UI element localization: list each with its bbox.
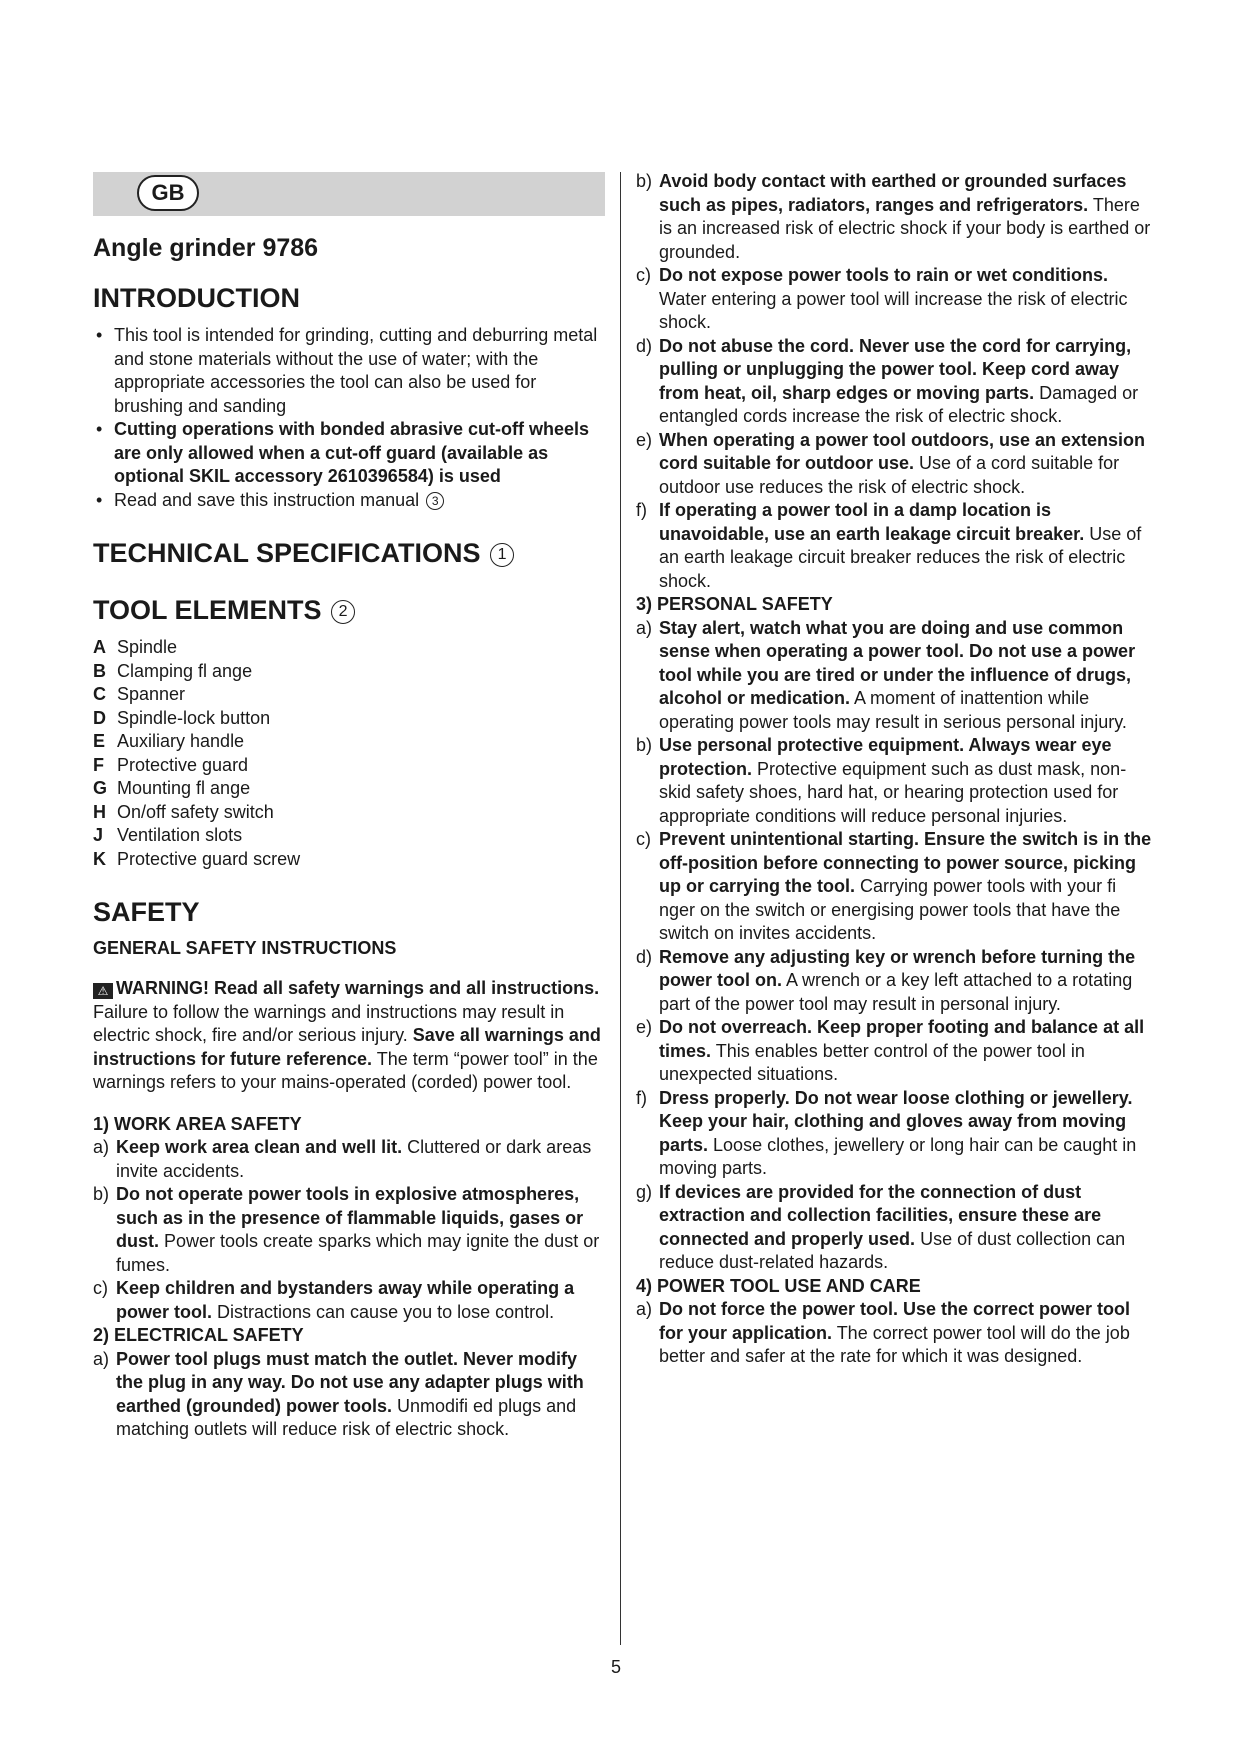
page-title: Angle grinder 9786 (93, 234, 319, 262)
work-area-heading: 1) WORK AREA SAFETY (93, 1113, 302, 1134)
list-item: G Mounting fl ange (93, 778, 251, 798)
list-item: C Spanner (93, 684, 186, 704)
list-item: a) Do not force the power tool. Use the correct power tool for your application. The correct power tool will do the job better and safer at the rate for which it was designed. (636, 1299, 1131, 1366)
electrical-heading: 2) ELECTRICAL SAFETY (93, 1325, 304, 1345)
list-item: • This tool is intended for grinding, cutting and deburring metal and stone materials without the use of water; with the appropriate accessories the tool can also be used for brushing and sanding (93, 324, 605, 418)
list-item: • Cutting operations with bonded abrasive cut-off wheels are only allowed when a cut-off guard (available as optional SKIL accessory 2610396584) is used (93, 418, 605, 489)
list-item: e) Do not overreach. Keep proper footing and balance at all times. This enables better control of the power tool in unexpected situations. (636, 1017, 1145, 1084)
figure-ref-badge: 2 (331, 600, 355, 624)
tool-elements-list (93, 636, 605, 871)
general-safety-subheading: GENERAL SAFETY INSTRUCTIONS (93, 938, 397, 958)
list-item: H On/off safety switch (93, 801, 274, 822)
list-item: f) Dress properly. Do not wear loose clothing or jewellery. Keep your hair, clothing and gloves away from moving parts. Loose clothes, jewellery or long hair can be caught in moving parts. (636, 1087, 1137, 1178)
language-badge: GB (137, 175, 199, 211)
tool-use-heading: 4) POWER TOOL USE AND CARE (636, 1275, 921, 1296)
list-item: a) Stay alert, watch what you are doing and use common sense when operating a power tool. Do not use a power tool while you are tired or under the influence of drugs, alcohol or medication. A moment of inattention while operating power tools may result in serious personal injury. (636, 617, 1136, 732)
list-item: b) Use personal protective equipment. Always wear eye protection. Protective equipment such as dust mask, non-skid safety shoes, hard hat, or hearing protection used for appropriate conditions will reduce personal injuries. (636, 735, 1127, 826)
list-item: a) Keep work area clean and well lit. Cluttered or dark areas invite accidents. (93, 1137, 592, 1181)
page-number: 5 (611, 1657, 622, 1677)
list-item: d) Remove any adjusting key or wrench before turning the power tool on. A wrench or a key left attached to a rotating part of the power tool may result in personal injury. (636, 946, 1136, 1014)
list-item: g) If devices are provided for the connection of dust extraction and collection facilities, ensure these are connected and properly used. Use of dust collection can reduce dust-related hazards. (636, 1181, 1126, 1272)
list-item: f) If operating a power tool in a damp location is unavoidable, use an earth leakage circuit breaker. Use of an earth leakage circuit breaker reduces the risk of electric shock. (636, 500, 1142, 591)
introduction-list (93, 324, 605, 512)
introduction-heading: INTRODUCTION (93, 283, 300, 313)
list-item: c) Do not expose power tools to rain or wet conditions. Water entering a power tool will increase the risk of electric shock. (636, 265, 1128, 332)
column-divider (620, 172, 621, 1645)
list-item: B Clamping fl ange (93, 660, 253, 681)
list-item: E Auxiliary handle (93, 731, 245, 751)
list-item: A Spindle (93, 637, 178, 657)
warning-paragraph: ⚠ WARNING! Read all safety warnings and all instructions. Failure to follow the warnings and instructions may result in electric shock, fire and/or serious injury. Save all warnings and instructions for future reference. The term “power tool” in the warnings refers to your mains-operated (corded) power tool. (93, 978, 601, 1092)
language-bar (93, 172, 605, 216)
list-item: J Ventilation slots (93, 825, 243, 845)
safety-heading: SAFETY (93, 897, 200, 927)
personal-safety-heading: 3) PERSONAL SAFETY (636, 594, 833, 614)
list-item: F Protective guard (93, 754, 249, 775)
list-item: K Protective guard screw (93, 848, 301, 869)
list-item: • Read and save this instruction manual 3 (93, 489, 605, 513)
list-item: a) Power tool plugs must match the outlet. Never modify the plug in any way. Do not use any adapter plugs with earthed (grounded) power tools. Unmodifi ed plugs and matching outlets will reduce risk of electric shock. (93, 1348, 584, 1439)
list-item: b) Avoid body contact with earthed or grounded surfaces such as pipes, radiators, ranges and refrigerators. There is an increased risk of electric shock if your body is earthed or grounded. (636, 171, 1151, 262)
list-item: c) Prevent unintentional starting. Ensure the switch is in the off-position before connecting to power source, picking up or carrying the tool. Carrying power tools with your fi nger on the switch or energising power tools that have the switch on invites accidents. (636, 829, 1152, 943)
list-item: d) Do not abuse the cord. Never use the cord for carrying, pulling or unplugging the power tool. Keep cord away from heat, oil, sharp edges or moving parts. Damaged or entangled cords increase the risk of electric shock. (636, 335, 1139, 426)
tool-elements-heading: TOOL ELEMENTS 2 (93, 595, 605, 626)
list-item: D Spindle-lock button (93, 707, 271, 728)
right-column (636, 170, 1156, 1369)
left-column (93, 172, 605, 1442)
list-item: c) Keep children and bystanders away while operating a power tool. Distractions can cause you to lose control. (93, 1278, 575, 1322)
list-item: b) Do not operate power tools in explosive atmospheres, such as in the presence of flammable liquids, gases or dust. Power tools create sparks which may ignite the dust or fumes. (93, 1184, 600, 1275)
figure-ref-badge: 3 (426, 492, 444, 510)
list-item: e) When operating a power tool outdoors, use an extension cord suitable for outdoor use. Use of a cord suitable for outdoor use reduces the risk of electric shock. (636, 429, 1146, 497)
warning-triangle-icon: ⚠ (93, 983, 113, 999)
figure-ref-badge: 1 (490, 543, 514, 567)
tech-specs-heading: TECHNICAL SPECIFICATIONS 1 (93, 538, 605, 569)
